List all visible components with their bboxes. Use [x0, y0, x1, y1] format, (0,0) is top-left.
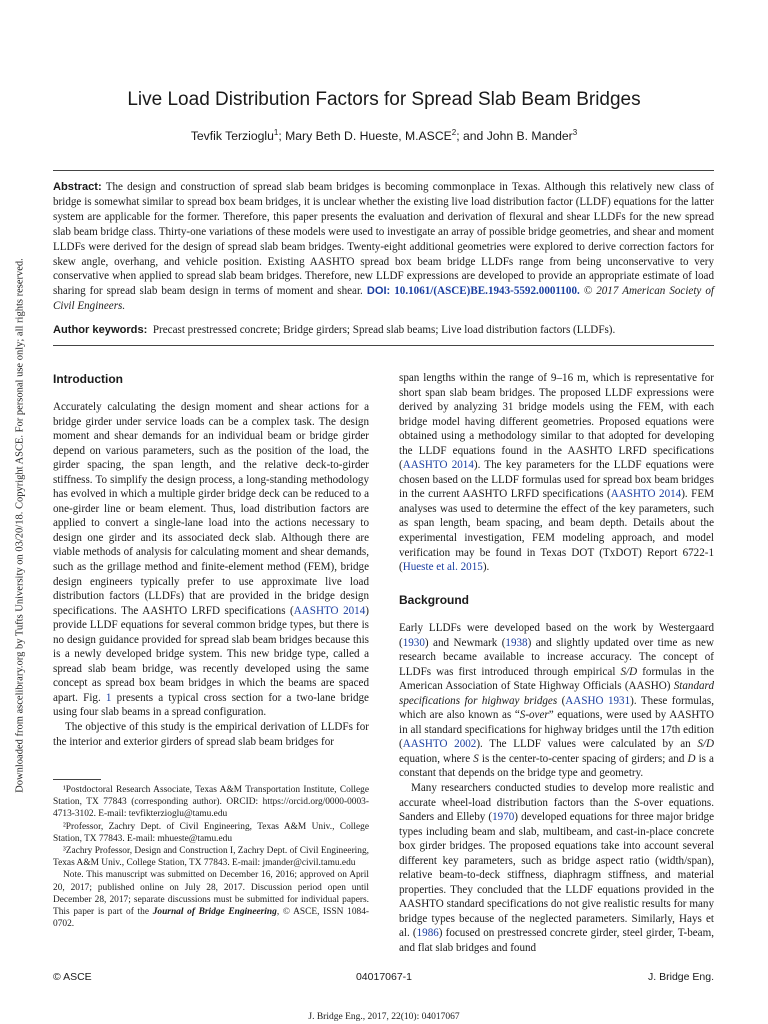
text-run: equation, where: [399, 752, 474, 765]
citation-link[interactable]: Hueste et al. 2015: [402, 561, 483, 574]
author-3: ; and John B. Mander: [456, 129, 573, 144]
math-symbol: S: [473, 752, 479, 765]
text-run: presents a typical cross section for a two-lane bridge using four slab beams in a spread configuration.: [53, 691, 369, 719]
author-list: [0, 128, 768, 143]
bottom-citation: J. Bridge Eng., 2017, 22(10): 04017067: [308, 1012, 460, 1022]
citation-link[interactable]: AASHO 1931: [565, 694, 631, 707]
footnote-3: ³Zachry Professor, Design and Construction I, Zachry Dept. of Civil Engineering, Texas A&M Univ., College Station, TX 77843. E-mail: jmander@civil.tamu.edu: [53, 846, 370, 869]
citation-link[interactable]: 1970: [492, 811, 515, 824]
author-1: Tevfik Terzioglu: [190, 129, 274, 144]
text-run: ).: [482, 561, 490, 574]
footer-page-id: 04017067-1: [355, 971, 413, 983]
citation-link[interactable]: AASHTO 2002: [402, 738, 477, 751]
text-run: ) and slightly updated over time as new research became available to increase accuracy. The concept of LLDFs was first introduced through empirical: [399, 636, 714, 678]
text-run: ) developed equations for three major bridge types including beam and slab, multibeam, and cast-in-place concrete box girder bridges. The proposed equations take into account several different key parameters, such as bridge aspect ratio (width/span), relative beam-to-deck stiffness, diaphragm stiffness, and material properties. They concluded that the LLDF equations provided in the AASHTO standard specifications do not give realistic results for many bridge types because of the neglected parameters. Similarly, Hays et al. (: [399, 811, 714, 940]
paper-title: Live Load Distribution Factors for Spread Slab Beam Bridges: [127, 89, 641, 110]
footnote-2: ²Professor, Zachry Dept. of Civil Engineering, Texas A&M Univ., College Station, TX 77843. E-mail: mhueste@tamu.edu: [53, 821, 369, 844]
math-symbol: S/D: [697, 738, 714, 751]
text-run: Early LLDFs were developed based on the work by Westergaard (: [399, 622, 714, 649]
copyright-line: © 2017 American Society of Civil Engineers.: [53, 285, 714, 313]
background-paragraph-2: [399, 781, 714, 956]
intro-paragraph-2: The objective of this study is the empirical derivation of LLDFs for the interior and exterior girders of spread slab beam bridges for: [53, 721, 369, 748]
text-run: -over equations. Sanders and Elleby (: [399, 796, 714, 824]
intro-heading: Introduction: [53, 372, 123, 386]
text-run: ). The LLDF values were calculated by an: [476, 738, 698, 751]
text-run: Many researchers conducted studies to develop more realistic and accurate wheel-load distribution factors than the: [399, 782, 714, 809]
background-paragraph-1: [399, 621, 714, 781]
footnote-1: ¹Postdoctoral Research Associate, Texas A&M Transportation Institute, College Station, TX 77843 (corresponding author). ORCID: https://orcid.org/0000-0003-4713-3102. E-mail: tevfikterzioglu@tamu.edu: [53, 785, 369, 820]
text-run: Accurately calculating the design moment and shear actions for a bridge girder under service loads can be a complex task. The design moment and shear demands for an individual beam or bridge girder depend on various parameters, such as the position of the load, the girder spacing, the span length, and the relative deck-to-girder stiffness. To simplify the design process, a long-standing methodology has evolved in which a multiple girder bridge deck can be reduced to a one-girder line or beam element. Thus, load distribution factors are applied to convert a single-lane load into the actions necessary to design one girder and its associated deck slab. Although there are viable methods of analysis for calculating moment and shear demands, such as the grillage method and finite-element method (FEM), bridge design engineers typically prefer to use approximate live load distribution factors (LLDFs) that are provided in the bridge design specifications. The AASHTO LRFD specifications (: [53, 401, 369, 617]
text-run: ). FEM analyses was used to determine the effect of the key parameters, such as span length, beam spacing, and beam depth. Details about the experimental investigation, FEM modeling approach, and model verification may be found in Texas DOT (TxDOT) Report 6722-1 (: [399, 488, 714, 574]
citation-link[interactable]: 1930: [402, 636, 425, 649]
footnote-rule: [53, 779, 101, 780]
intro-continued: [399, 371, 714, 575]
author-2: ; Mary Beth D. Hueste, M.ASCE: [278, 129, 452, 144]
text-run: , © ASCE, ISSN 1084-0702.: [53, 907, 370, 930]
abstract-label: Abstract:: [53, 181, 102, 193]
math-symbol: S: [633, 796, 640, 809]
footer-journal: J. Bridge Eng.: [648, 971, 714, 983]
intro-paragraph-1: [53, 400, 369, 720]
keywords-label: Author keywords:: [53, 324, 148, 336]
math-symbol: S/D: [620, 665, 638, 678]
text-run: ). These formulas, which are also known as “: [399, 694, 715, 722]
citation-link[interactable]: AASHTO 2014: [293, 604, 366, 617]
text-run: ” equations, were used by AASHTO in all standard specifications for highway bridges until the 17th edition (: [399, 709, 714, 751]
text-run: ) focused on prestressed concrete girder, steel girder, T-beam, and flat slab bridges and found: [399, 927, 715, 955]
text-run: formulas in the American Association of State Highway Officials (AASHO): [399, 665, 714, 693]
author-3-affil: 3: [572, 128, 578, 137]
citation-link[interactable]: 1938: [505, 636, 528, 649]
text-run: is a constant that depends on the bridge type and geometry.: [399, 752, 714, 780]
footer-copyright: © ASCE: [53, 971, 92, 983]
doi-label: DOI:: [366, 285, 391, 298]
doi-link[interactable]: 10.1061/(ASCE)BE.1943-5592.0001100.: [394, 285, 580, 298]
math-symbol: D: [687, 752, 696, 765]
download-notice: Downloaded from ascelibrary.org by Tufts University on 03/20/18. Copyright ASCE. For personal use only; all rights reserved.: [14, 258, 26, 793]
text-run: ) and Newmark (: [424, 636, 506, 649]
author-1-affil: 1: [273, 128, 279, 137]
intro-paragraph-3: [399, 371, 714, 575]
citation-link[interactable]: AASHTO 2014: [610, 488, 682, 501]
citation-link[interactable]: AASHTO 2014: [402, 459, 474, 472]
journal-name: Journal of Bridge Engineering: [152, 907, 277, 918]
text-run: ) provide LLDF equations for several common bridge types, but there is no design guidance provided for spread slab beam bridges because this is a newly developed bridge system. This new bridge type, called a spread slab beam bridge, was recently developed using the same concept as spread box beam bridges in which the beams are spaced apart. Fig.: [53, 604, 369, 704]
abstract-text: The design and construction of spread slab beam bridges is becoming commonplace in Texas. Although this relatively new class of bridge is somewhat similar to spread box beam bridges, it is unclear whether the existing live load distribution factor (LLDF) equations for the latter system are applicable for the former. Therefore, this paper presents the evaluation and derivation of flexural and shear LLDFs for the new spread slab beam bridge class. Thirty-one variations of these models were used to investigate an array of possible bridge geometries, and shear and moment LLDFs were derived for the design of spread slab beam bridges. Twenty-eight additional geometries were explored to derive correction factors for skew angle, overhang, and vehicle position. Existing AASHTO spread box beam bridge LLDFs range from being unconservative to very conservative when applied to spread slab beam bridges. Therefore, new LLDF expressions are developed to provide an appropriate estimate of load sharing for spread slab beam design in terms of moment and shear.: [53, 181, 714, 298]
keywords-text: Precast prestressed concrete; Bridge girders; Spread slab beams; Live load distribution factors (LLDFs).: [152, 324, 616, 336]
text-run: Note. This manuscript was submitted on December 16, 2016; approved on April 20, 2017; published online on July 28, 2017. Discussion period open until December 28, 2017; separate discussions must be submitted for individual papers. This paper is part of the: [53, 870, 369, 918]
text-run: (: [557, 694, 566, 707]
background-body: [399, 621, 714, 956]
figure-link[interactable]: 1: [105, 691, 112, 704]
footnotes: [53, 784, 369, 930]
text-run: span lengths within the range of 9–16 m, which is representative for short span slab beam bridges. The proposed LLDF expressions were derived by analyzing 31 bridge models using the FEM, with each bridge model having different geometries. Proposed equations were obtained using a methodology similar to that adopted for developing the LLDF equations found in the AASHTO LRFD specifications (: [399, 372, 714, 472]
abstract-top-rule: [53, 170, 714, 171]
math-symbol: S-over: [519, 709, 549, 722]
abstract-bottom-rule: [53, 345, 714, 346]
text-run: ). The key parameters for the LLDF equations were chosen based on the LLDF formulas used for spread box beam bridges in the current AASHTO LRFD specifications (: [399, 459, 714, 501]
author-2-affil: 2: [451, 128, 457, 137]
text-run: is the center-to-center spacing of girders; and: [478, 752, 688, 765]
citation-link[interactable]: 1986: [416, 927, 439, 940]
book-title: Standard specifications for highway bridges: [399, 680, 714, 707]
author-keywords: [53, 324, 714, 336]
manuscript-note: [53, 869, 369, 930]
background-heading: Background: [399, 593, 470, 607]
intro-body: [53, 400, 369, 749]
abstract: [53, 180, 714, 314]
